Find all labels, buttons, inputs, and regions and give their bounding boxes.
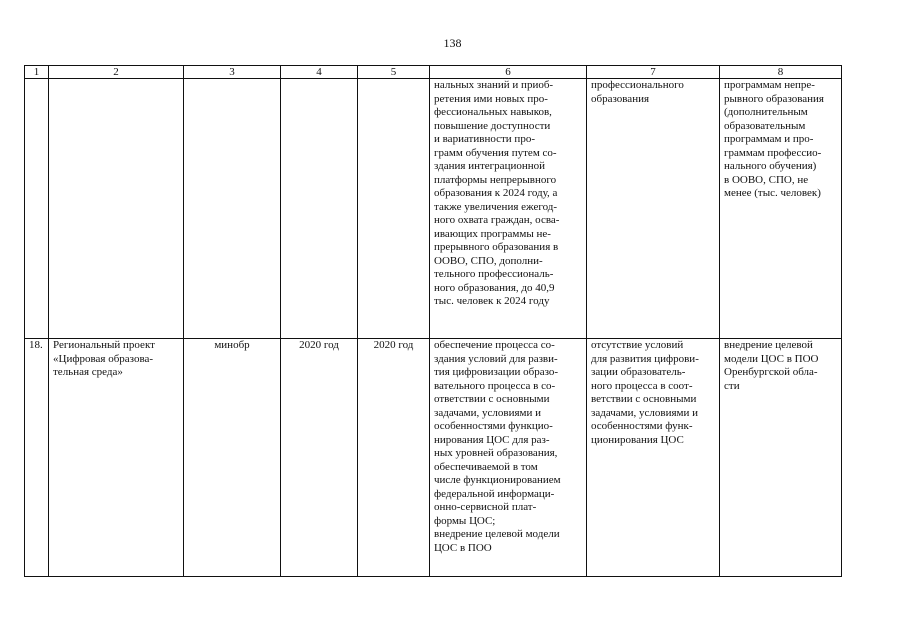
column-header-4: 4 [281,66,358,79]
end-year-cell: 2020 год [358,339,430,577]
program-table [24,65,842,577]
project-name-cell [49,79,184,339]
column-header-8: 8 [720,66,842,79]
column-header-5: 5 [358,66,430,79]
column-header-3: 3 [184,66,281,79]
column-header-2: 2 [49,66,184,79]
responsible-cell [184,79,281,339]
start-year-cell: 2020 год [281,339,358,577]
row-number-cell [25,79,49,339]
start-year-cell [281,79,358,339]
consequence-cell: отсутствие условий для развития цифрови- зации образователь- ного процесса в соот- ветствии с основными задачами, условиями и особенностями функ- ционирования ЦОС [587,339,720,577]
column-header-6: 6 [430,66,587,79]
indicator-cell: программам непре- рывного образования (дополнительным образовательным программам и про- граммам профессио- нального обучения) в ООВО, СПО, не менее (тыс. человек) [720,79,842,339]
page-number: 138 [443,36,462,50]
column-header-7: 7 [587,66,720,79]
table-row [25,339,842,577]
expected-result-cell: нальных знаний и приоб- ретения ими новых про- фессиональных навыков, повышение доступности и вариативности про- грамм обучения путем со- здания интеграционной платформы непрерывного образования к 2024 году, а также увеличения ежегод- ного охвата граждан, осва- ивающих программы не- прерывного образования в ООВО, СПО, дополни- тельного профессиональ- ного образования, до 40,9 тыс. человек к 2024 году [430,79,587,339]
end-year-cell [358,79,430,339]
row-number-cell: 18. [25,339,49,577]
consequence-cell: профессионального образования [587,79,720,339]
project-name-cell: Региональный проект «Цифровая образова- тельная среда» [49,339,184,577]
table-row [25,79,842,339]
column-header-1: 1 [25,66,49,79]
responsible-cell: минобр [184,339,281,577]
table-header-row [25,66,842,79]
expected-result-cell: обеспечение процесса со- здания условий для разви- тия цифровизации образо- вательного процесса в со- ответствии с основными задачами, условиями и особенностями функцио- нирования ЦОС для раз- ных уровней образования, обеспечиваемой в том числе функционированием федеральной информаци- онно-сервисной плат- формы ЦОС; внедрение целевой модели ЦОС в ПОО [430,339,587,577]
indicator-cell: внедрение целевой модели ЦОС в ПОО Оренбургской обла- сти [720,339,842,577]
